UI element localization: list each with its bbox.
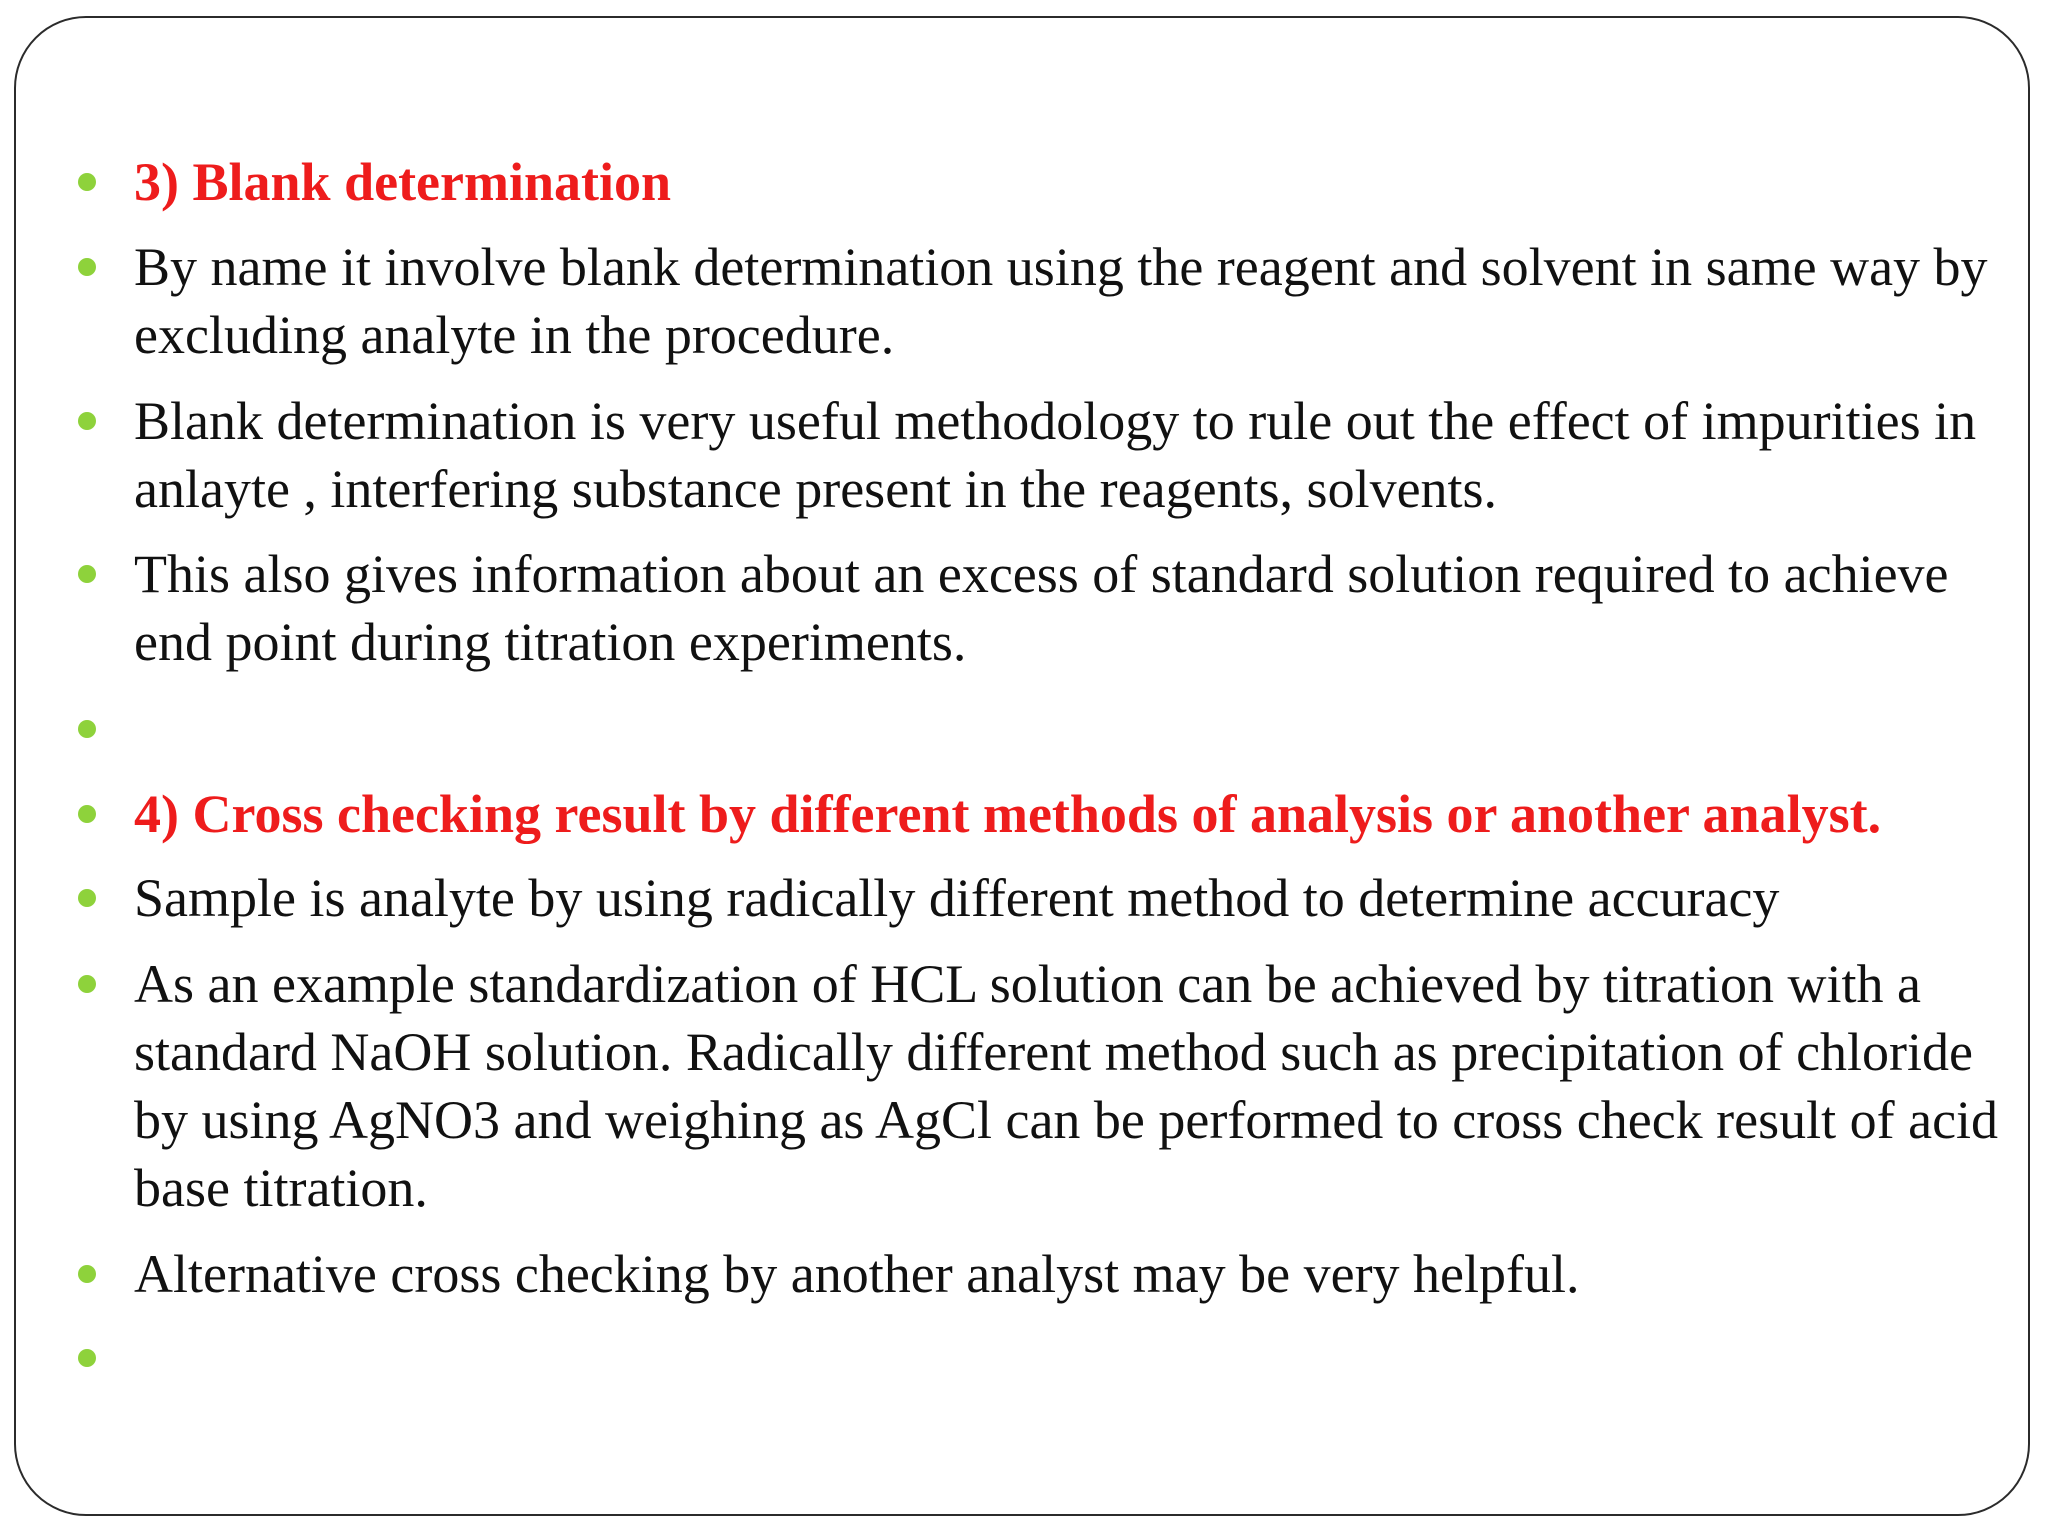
bullet-dot-icon: [78, 720, 96, 738]
bullet-text: Blank determination is very useful methodology to rule out the effect of impurities in anlayte , interfering substance present in the reagents, solvents.: [134, 391, 1977, 519]
bullet-text: This also gives information about an excess of standard solution required to achieve end point during titration experiments.: [134, 544, 1949, 672]
bullet-dot-icon: [78, 805, 96, 823]
section-heading: 3) Blank determination: [134, 152, 672, 212]
bullet-dot-icon: [78, 412, 96, 430]
slide-frame: [14, 16, 2030, 1516]
bullet-text: By name it involve blank determination using the reagent and solvent in same way by excluding analyte in the procedure.: [134, 237, 1988, 365]
bullet-text: Alternative cross checking by another analyst may be very helpful.: [134, 1244, 1580, 1304]
bullet-dot-icon: [78, 889, 96, 907]
bullet-dot-icon: [78, 1349, 96, 1367]
section-heading: 4) Cross checking result by different methods of analysis or another analyst.: [134, 784, 1882, 844]
bullet-text: As an example standardization of HCL solution can be achieved by titration with a standard NaOH solution. Radically different method such as precipitation of chloride by using AgNO3 and weighing as AgCl can be performed to cross check result of acid base titration.: [134, 954, 1999, 1218]
bullet-dot-icon: [78, 258, 96, 276]
bullet-dot-icon: [78, 565, 96, 583]
bullet-dot-icon: [78, 1265, 96, 1283]
bullet-dot-icon: [78, 173, 96, 191]
bullet-text: Sample is analyte by using radically different method to determine accuracy: [134, 868, 1780, 928]
bullet-dot-icon: [78, 975, 96, 993]
